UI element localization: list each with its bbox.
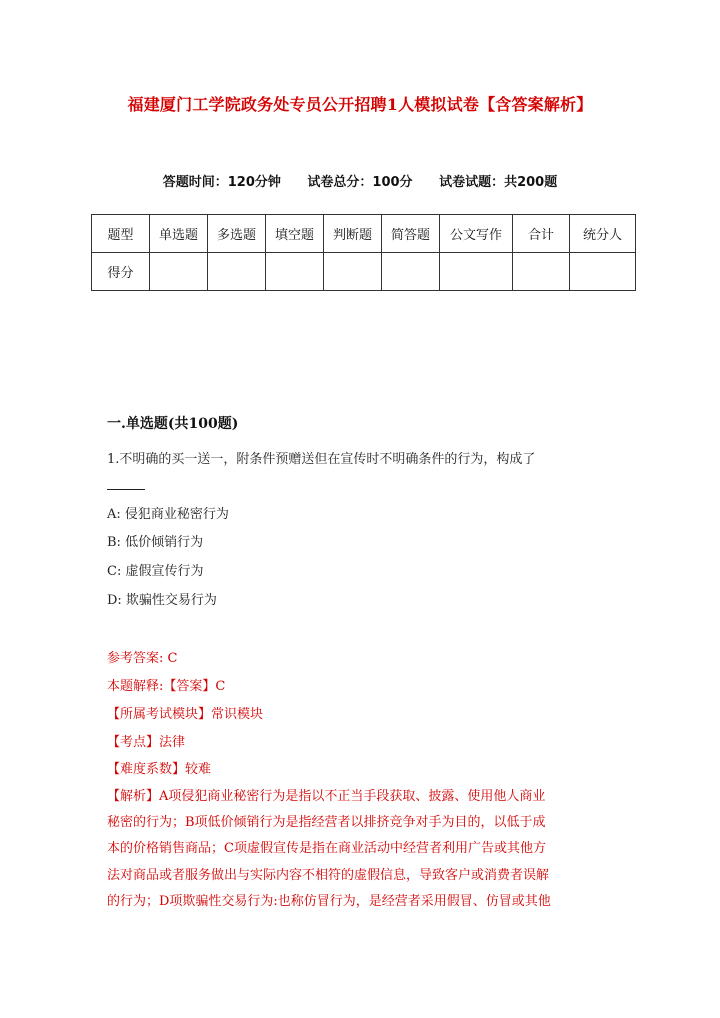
score-header-cell: 单选题 — [150, 215, 208, 253]
score-table-score-row — [92, 253, 636, 291]
exam-meta — [0, 171, 720, 190]
score-header-cell: 多选题 — [208, 215, 266, 253]
score-header-cell: 简答题 — [382, 215, 440, 253]
score-header-cell: 合计 — [513, 215, 570, 253]
score-cell — [266, 253, 324, 291]
score-cell — [570, 253, 636, 291]
score-cell — [324, 253, 382, 291]
answer-point: 【考点】法律 — [107, 735, 186, 750]
exam-time: 答题时间：120分钟 — [162, 175, 281, 190]
analysis-line: 的行为；D项欺骗性交易行为:也称仿冒行为，是经营者采用假冒、仿冒或其他 — [107, 893, 551, 909]
score-row-label: 得分 — [92, 253, 150, 291]
answer-blank — [107, 489, 145, 490]
score-header-cell: 判断题 — [324, 215, 382, 253]
analysis-line: 法对商品或者服务做出与实际内容不相符的虚假信息，导致客户或消费者误解 — [107, 867, 550, 883]
score-table — [91, 214, 636, 291]
score-cell — [440, 253, 513, 291]
section-title: 一.单选题(共100题) — [107, 416, 239, 432]
answer-difficulty: 【难度系数】较难 — [107, 762, 212, 777]
score-cell — [150, 253, 208, 291]
analysis-line: 秘密的行为；B项低价倾销行为是指经营者以排挤竞争对手为目的，以低于成 — [107, 815, 546, 831]
analysis-line: 【解析】A项侵犯商业秘密行为是指以不正当手段获取、披露、使用他人商业 — [107, 789, 546, 804]
exam-title: 福建厦门工学院政务处专员公开招聘1人模拟试卷【含答案解析】 — [127, 95, 593, 114]
score-header-cell: 填空题 — [266, 215, 324, 253]
option-b: B: 低价倾销行为 — [107, 535, 204, 550]
exam-question-count: 试卷试题：共200题 — [439, 175, 558, 190]
score-table-header-row — [92, 215, 636, 253]
score-cell — [208, 253, 266, 291]
score-header-cell: 统分人 — [570, 215, 636, 253]
answer-module: 【所属考试模块】常识模块 — [107, 707, 264, 722]
score-cell — [382, 253, 440, 291]
score-header-cell: 题型 — [92, 215, 150, 253]
reference-answer: 参考答案: C — [107, 651, 178, 666]
score-cell — [513, 253, 570, 291]
answer-explanation: 本题解释:【答案】C — [107, 679, 226, 694]
exam-total-score: 试卷总分：100分 — [307, 175, 413, 190]
analysis-line: 本的价格销售商品；C项虚假宣传是指在商业活动中经营者利用广告或其他方 — [107, 841, 546, 857]
question-text: 1.不明确的买一送一，附条件预赠送但在宣传时不明确条件的行为，构成了 — [107, 452, 536, 467]
option-a: A: 侵犯商业秘密行为 — [107, 507, 229, 522]
option-d: D: 欺骗性交易行为 — [107, 593, 217, 608]
option-c: C: 虚假宣传行为 — [107, 564, 204, 579]
answer-analysis — [107, 784, 607, 915]
score-header-cell: 公文写作 — [440, 215, 513, 253]
